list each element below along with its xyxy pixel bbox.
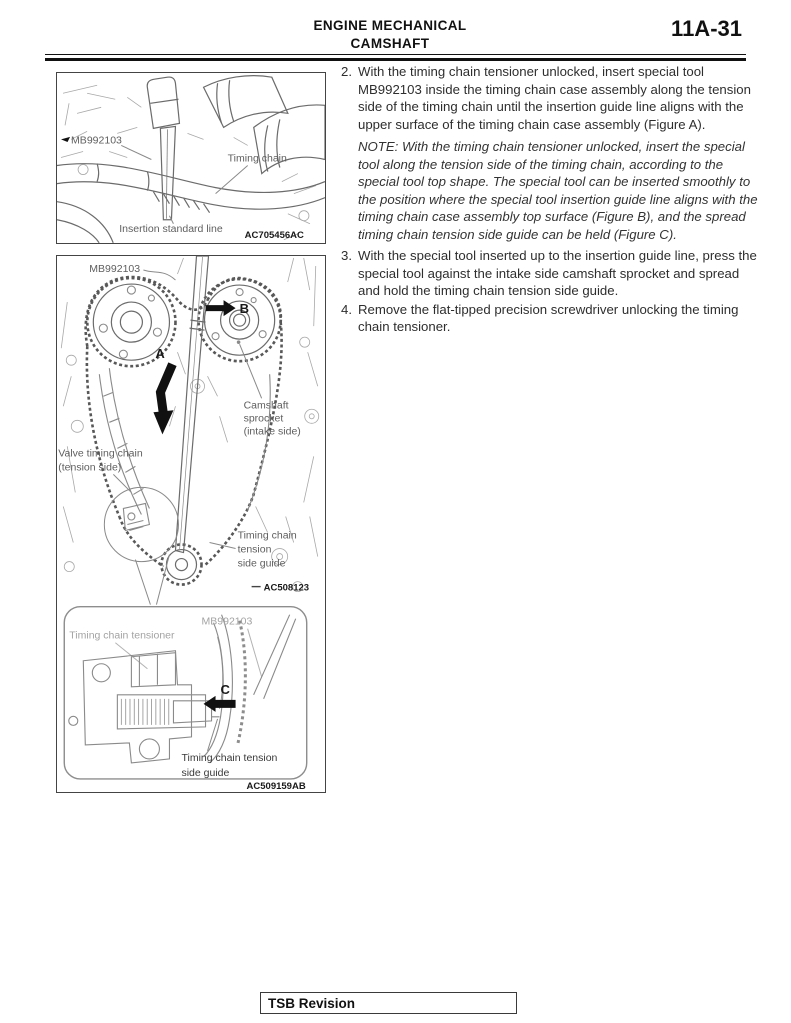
tsb-revision-label: TSB Revision xyxy=(268,995,356,1011)
special-tool-rod xyxy=(175,256,208,553)
header-subsection-title: CAMSHAFT xyxy=(350,36,430,51)
step-3 xyxy=(341,247,765,300)
camshaft-sprocket-intake xyxy=(199,279,281,361)
figure-a xyxy=(56,72,326,244)
procedure-steps xyxy=(341,63,765,337)
marker-b xyxy=(206,300,249,316)
page-number: 11A-31 xyxy=(671,16,742,41)
tension-guide-label-1: Timing chain xyxy=(237,529,297,542)
marker-c-label: C xyxy=(220,681,230,697)
tension-guide-label-3: side guide xyxy=(237,557,286,570)
step-3-text: With the special tool inserted up to the insertion guide line, press the special tool against the intake side camshaft sprocket and spread and hold the timing chain tension side guide. xyxy=(358,248,757,298)
marker-b-label: B xyxy=(239,301,249,317)
step-2 xyxy=(341,63,765,246)
tension-guide-label-2: tension xyxy=(237,543,272,556)
step-3-number: 3. xyxy=(341,248,352,263)
figure-a-code: AC705456AC xyxy=(244,229,304,241)
tsb-revision-box xyxy=(260,992,517,1014)
figure-a-callouts xyxy=(61,134,304,240)
figure-a-insertion-line-label: Insertion standard line xyxy=(119,222,223,235)
step-4-number: 4. xyxy=(341,301,352,317)
figure-a-tool-label: MB992103 xyxy=(71,134,122,147)
figure-b-c xyxy=(56,255,326,793)
step-4-body xyxy=(358,301,762,336)
valve-timing-chain-label-2: (tension side) xyxy=(58,461,122,474)
figure-c-code: AC509159AB xyxy=(246,780,306,792)
step-2-note: NOTE: With the timing chain tensioner unlocked, insert the special tool along the tension side of the timing chain, according to the special tool top shape. The special tool can be inserted smoothly to the position where the special tool insertion guide line aligns with the timing chain case assembly top surface (Figure B), and the spread timing chain tension side guide can be held (Figure C). xyxy=(358,139,758,242)
header-rule-thin xyxy=(45,54,746,55)
small-arrow-icon xyxy=(61,137,70,142)
step-4-text: Remove the flat-tipped precision screwdriver unlocking the timing chain tensioner. xyxy=(358,301,739,334)
figure-b-code: AC508123 xyxy=(263,582,310,594)
camshaft-sprocket-label-1: Camshaft xyxy=(243,399,289,412)
marker-a xyxy=(153,346,173,434)
arrow-a-icon xyxy=(160,364,172,414)
figure-b-drawing xyxy=(57,256,325,792)
step-2-text: With the timing chain tensioner unlocked, insert special tool MB992103 inside the timing chain case assembly along the tension side of the timing chain until the insertion guide line aligns with the upper surface of the timing chain case assembly (Figure A). xyxy=(358,64,751,132)
page-header xyxy=(195,18,585,51)
figure-c-tool-label: MB992103 xyxy=(201,615,253,628)
camshaft-sprocket-label-2: sprocket xyxy=(243,412,284,425)
figure-b-tool-label: MB992103 xyxy=(89,263,141,276)
step-4 xyxy=(341,301,765,336)
step-2-body xyxy=(358,63,762,246)
step-3-body xyxy=(358,247,762,300)
step-2-number: 2. xyxy=(341,64,352,79)
figure-a-drawing xyxy=(57,73,325,243)
magnifier-callout xyxy=(104,487,178,604)
header-section-title: ENGINE MECHANICAL xyxy=(313,18,467,33)
valve-timing-chain-label-1: Valve timing chain xyxy=(58,447,143,460)
marker-a-label: A xyxy=(155,346,165,362)
camshaft-sprocket-label-3: (intake side) xyxy=(243,425,301,438)
figure-c-guide-label-1: Timing chain tension xyxy=(181,751,278,764)
figure-c-guide-label-2: side guide xyxy=(181,766,230,779)
figure-a-timing-chain-label: Timing chain xyxy=(227,152,287,165)
figure-c-tensioner-label: Timing chain tensioner xyxy=(69,629,175,642)
chain-guides xyxy=(99,368,270,514)
header-rule-thick xyxy=(45,58,746,61)
